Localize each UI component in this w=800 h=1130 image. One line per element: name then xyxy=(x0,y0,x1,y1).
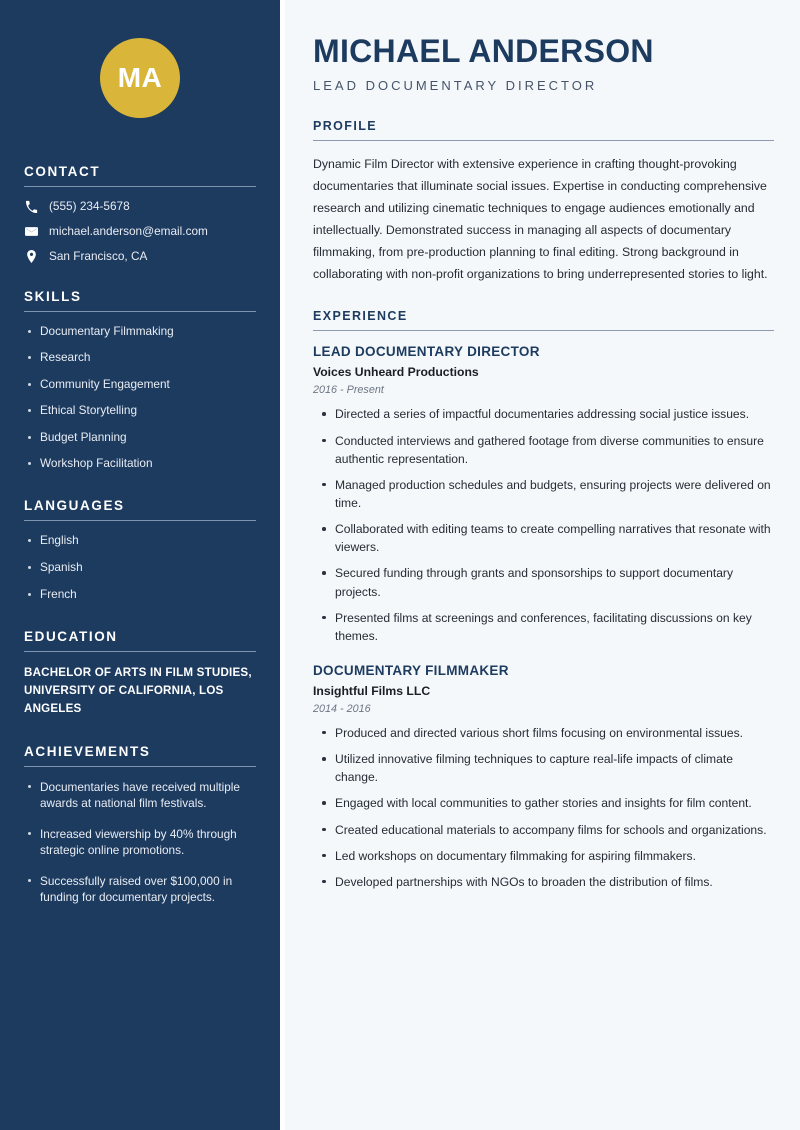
profile-heading: PROFILE xyxy=(313,119,377,134)
job-company: Voices Unheard Productions xyxy=(313,365,479,380)
job-bullets xyxy=(313,405,774,645)
list-item: Directed a series of impactful documentaries addressing social justice issues. xyxy=(313,405,774,423)
experience-section xyxy=(313,309,774,891)
list-item: Secured funding through grants and sponsorships to support documentary projects. xyxy=(313,564,774,600)
job-dates: 2014 - 2016 xyxy=(313,702,371,715)
contact-location-value: San Francisco, CA xyxy=(49,249,148,263)
languages-section xyxy=(24,498,256,603)
list-item: Successfully raised over $100,000 in funding for documentary projects. xyxy=(24,873,256,906)
experience-entry xyxy=(313,344,774,645)
list-item: Budget Planning xyxy=(24,430,256,446)
achievements-heading: ACHIEVEMENTS xyxy=(24,743,151,759)
contact-section xyxy=(24,164,256,263)
list-item: Presented films at screenings and conferences, facilitating discussions on key themes. xyxy=(313,609,774,645)
experience-heading: EXPERIENCE xyxy=(313,309,408,324)
profile-section xyxy=(313,119,774,285)
job-bullets xyxy=(313,724,774,891)
avatar: MA xyxy=(100,38,180,118)
contact-heading: CONTACT xyxy=(24,164,101,179)
list-item: Led workshops on documentary filmmaking for aspiring filmmakers. xyxy=(313,847,774,865)
experience-entry xyxy=(313,663,774,891)
list-item: Spanish xyxy=(24,560,256,576)
contact-item-location xyxy=(24,249,256,263)
section-divider xyxy=(24,651,256,652)
list-item: Documentaries have received multiple awards at national film festivals. xyxy=(24,779,256,812)
job-title: DOCUMENTARY FILMMAKER xyxy=(313,662,509,678)
languages-list xyxy=(24,533,256,603)
job-subtitle: LEAD DOCUMENTARY DIRECTOR xyxy=(313,78,598,94)
envelope-icon xyxy=(24,224,38,238)
achievements-section xyxy=(24,744,256,906)
list-item: Utilized innovative filming techniques to capture real-life impacts of climate change. xyxy=(313,750,774,786)
list-item: Engaged with local communities to gather stories and insights for film content. xyxy=(313,794,774,812)
education-heading: EDUCATION xyxy=(24,628,118,644)
list-item: Ethical Storytelling xyxy=(24,403,256,419)
list-item: Increased viewership by 40% through strategic online promotions. xyxy=(24,826,256,859)
map-pin-icon xyxy=(24,249,38,263)
section-divider xyxy=(313,140,774,141)
section-divider xyxy=(313,330,774,331)
languages-heading: LANGUAGES xyxy=(24,498,125,514)
main-content xyxy=(285,0,800,1130)
list-item: Collaborated with editing teams to create compelling narratives that resonate with viewers. xyxy=(313,520,774,556)
contact-item-email xyxy=(24,224,256,238)
education-section xyxy=(24,629,256,718)
list-item: English xyxy=(24,533,256,549)
list-item: Workshop Facilitation xyxy=(24,456,256,472)
contact-item-phone xyxy=(24,199,256,213)
section-divider xyxy=(24,766,256,767)
job-company: Insightful Films LLC xyxy=(313,683,431,698)
education-degree: BACHELOR OF ARTS IN FILM STUDIES, UNIVERSITY OF CALIFORNIA, LOS ANGELES xyxy=(24,665,252,715)
sidebar xyxy=(0,0,280,1130)
list-item: Research xyxy=(24,350,256,366)
job-title: LEAD DOCUMENTARY DIRECTOR xyxy=(313,344,540,360)
contact-phone-value: (555) 234-5678 xyxy=(49,199,130,213)
skills-list xyxy=(24,324,256,472)
contact-email-value: michael.anderson@email.com xyxy=(49,224,208,238)
section-divider xyxy=(24,311,256,312)
skills-heading: SKILLS xyxy=(24,289,82,304)
list-item: French xyxy=(24,587,256,603)
section-divider xyxy=(24,186,256,187)
page-title: MICHAEL ANDERSON xyxy=(313,33,654,69)
job-dates: 2016 - Present xyxy=(313,384,384,397)
list-item: Created educational materials to accompany films for schools and organizations. xyxy=(313,821,774,839)
avatar-container xyxy=(24,0,256,164)
profile-text: Dynamic Film Director with extensive experience in crafting thought-provoking documentaries that illuminate social issues. Expertise in conducting comprehensive research and utilizing cinematic techniques to engage audiences emotionally and intellectually. Demonstrated success in managing all aspects of documentary filmmaking, from pre-production planning to final editing. Strong background in collaborating with non-profit organizations to bring underrepresented stories to light. xyxy=(313,157,768,281)
list-item: Managed production schedules and budgets, ensuring projects were delivered on time. xyxy=(313,476,774,512)
list-item: Conducted interviews and gathered footage from diverse communities to ensure authentic representation. xyxy=(313,432,774,468)
list-item: Developed partnerships with NGOs to broaden the distribution of films. xyxy=(313,873,774,891)
achievements-list xyxy=(24,779,256,906)
section-divider xyxy=(24,520,256,521)
list-item: Community Engagement xyxy=(24,377,256,393)
phone-icon xyxy=(24,199,38,213)
list-item: Produced and directed various short films focusing on environmental issues. xyxy=(313,724,774,742)
skills-section xyxy=(24,289,256,472)
list-item: Documentary Filmmaking xyxy=(24,324,256,340)
